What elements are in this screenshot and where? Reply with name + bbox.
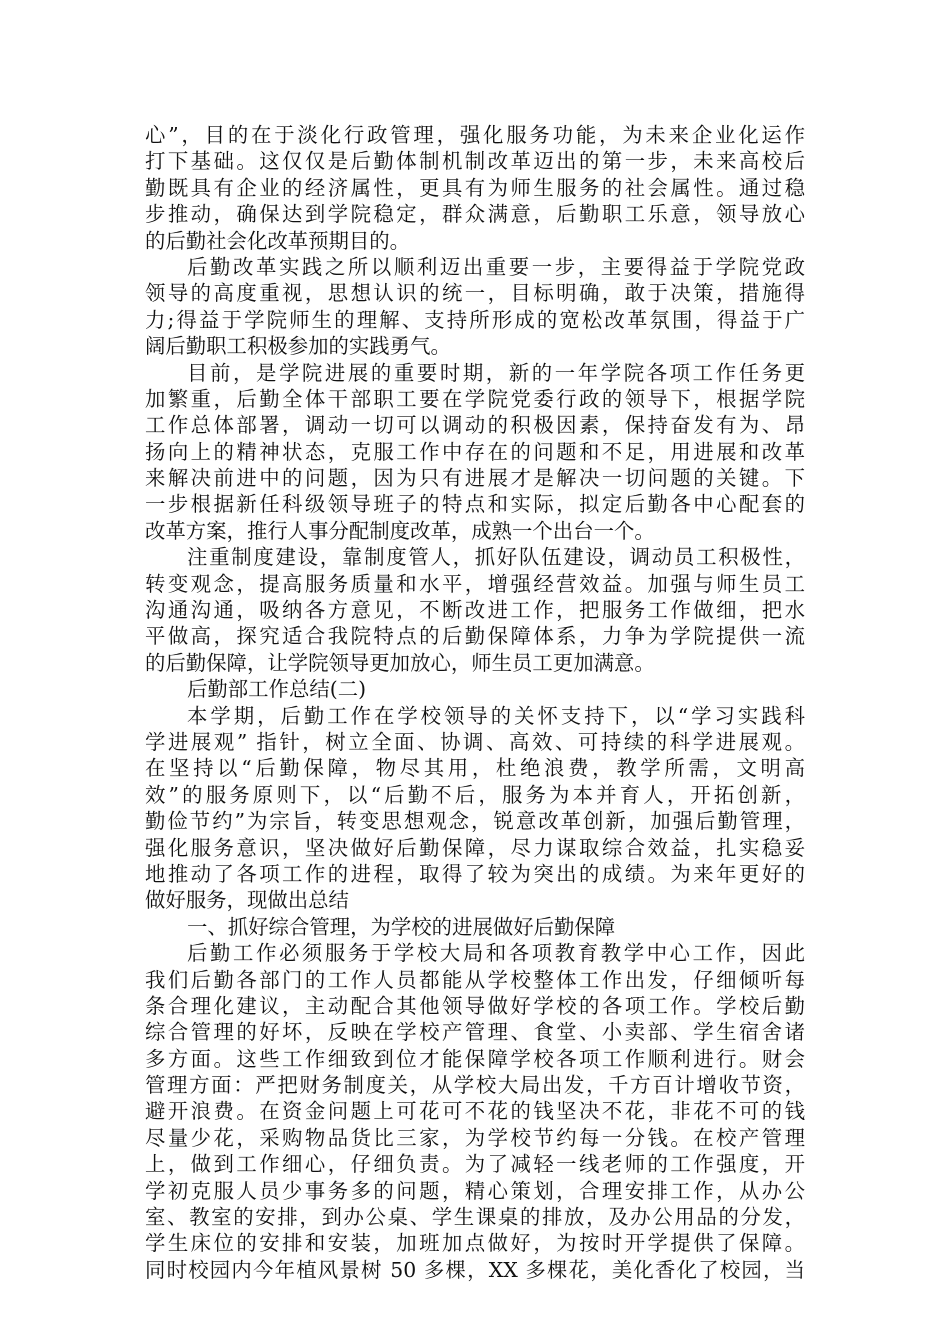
text-line: 尽量少花，采购物品货比三家，为学校节约每一分钱。在校产管理: [145, 1125, 805, 1150]
text-line: 步推动，确保达到学院稳定，群众满意，后勤职工乐意，领导放心: [145, 202, 805, 227]
text-line: 阔后勤职工积极参加的实践勇气。: [145, 334, 451, 359]
document-body: [145, 122, 805, 1283]
text-line: 条合理化建议，主动配合其他领导做好学校的各项工作。学校后勤: [145, 993, 805, 1018]
text-line: 力;得益于学院师生的理解、支持所形成的宽松改革氛围，得益于广: [145, 307, 805, 332]
text-line: 目前，是学院进展的重要时期，新的一年学院各项工作任务更: [187, 360, 805, 385]
text-line: 做好服务，现做出总结: [145, 888, 349, 913]
text-line: 心”，目的在于淡化行政管理，强化服务功能，为未来企业化运作: [145, 123, 805, 147]
text-line: 避开浪费。在资金问题上可花可不花的钱坚决不花，非花不可的钱: [145, 1099, 805, 1124]
text-line: 沟通沟通，吸纳各方意见，不断改进工作，把服务工作做细，把水: [145, 598, 805, 623]
text-line: 后勤工作必须服务于学校大局和各项教育教学中心工作，因此: [187, 941, 805, 966]
text-line: 综合管理的好坏，反映在学校产管理、食堂、小卖部、学生宿舍诸: [145, 1020, 805, 1045]
text-line: 同时校园内今年植风景树 50 多棵，XX 多棵花，美化香化了校园，当: [145, 1257, 805, 1282]
text-line: 一步根据新任科级领导班子的特点和实际，拟定后勤各中心配套的: [145, 492, 805, 517]
text-line: 本学期，后勤工作在学校领导的关怀支持下，以“学习实践科: [187, 703, 805, 728]
text-line: 打下基础。这仅仅是后勤体制机制改革迈出的第一步，未来高校后: [145, 149, 805, 174]
text-line: 改革方案，推行人事分配制度改革，成熟一个出台一个。: [145, 518, 655, 543]
text-line: 室、教室的安排，到办公桌、学生课桌的排放，及办公用品的分发，: [145, 1205, 805, 1230]
text-line: 的后勤社会化改革预期目的。: [145, 228, 411, 253]
text-line: 一、抓好综合管理，为学校的进展做好后勤保障: [187, 914, 616, 939]
text-line: 勤既具有企业的经济属性，更具有为师生服务的社会属性。通过稳: [145, 175, 805, 200]
text-line: 学初克服人员少事务多的问题，精心策划，合理安排工作，从办公: [145, 1178, 805, 1203]
text-line: 强化服务意识，坚决做好后勤保障，尽力谋取综合效益，扎实稳妥: [145, 835, 805, 860]
text-line: 我们后勤各部门的工作人员都能从学校整体工作出发，仔细倾听每: [145, 967, 805, 992]
text-line: 来解决前进中的问题，因为只有进展才是解决一切问题的关键。下: [145, 466, 805, 491]
text-line: 后勤部工作总结(二): [187, 677, 367, 702]
text-line: 多方面。这些工作细致到位才能保障学校各项工作顺利进行。财会: [145, 1046, 805, 1071]
text-line: 效”的服务原则下，以“后勤不后，服务为本并育人，开拓创新，: [145, 782, 805, 807]
text-line: 上，做到工作细心，仔细负责。为了减轻一线老师的工作强度，开: [145, 1152, 805, 1177]
text-line: 转变观念，提高服务质量和水平，增强经营效益。加强与师生员工: [145, 571, 805, 596]
text-line: 在坚持以“后勤保障，物尽其用，杜绝浪费，教学所需，文明高: [145, 756, 805, 781]
text-line: 扬向上的精神状态，克服工作中存在的问题和不足，用进展和改革: [145, 439, 805, 464]
text-line: 地推动了各项工作的进程，取得了较为突出的成绩。为来年更好的: [145, 861, 805, 886]
text-line: 领导的高度重视，思想认识的统一，目标明确，敢于决策，措施得: [145, 281, 805, 306]
text-line: 的后勤保障，让学院领导更加放心，师生员工更加满意。: [145, 650, 655, 675]
text-line: 管理方面：严把财务制度关，从学校大局出发，千方百计增收节资，: [145, 1073, 805, 1098]
text-line: 加繁重，后勤全体干部职工要在学院党委行政的领导下，根据学院: [145, 386, 805, 411]
text-line: 注重制度建设，靠制度管人，抓好队伍建设，调动员工积极性，: [187, 545, 805, 570]
text-line: 后勤改革实践之所以顺利迈出重要一步，主要得益于学院党政: [187, 254, 805, 279]
text-line: 勤俭节约”为宗旨，转变思想观念，锐意改革创新，加强后勤管理，: [145, 809, 805, 834]
text-line: 平做高，探究适合我院特点的后勤保障体系，力争为学院提供一流: [145, 624, 805, 649]
text-line: 工作总体部署，调动一切可以调动的积极因素，保持奋发有为、昂: [145, 413, 805, 438]
text-line: 学生床位的安排和安装，加班加点做好，为按时开学提供了保障。: [145, 1231, 805, 1256]
text-line: 学进展观” 指针，树立全面、协调、高效、可持续的科学进展观。: [145, 729, 805, 754]
